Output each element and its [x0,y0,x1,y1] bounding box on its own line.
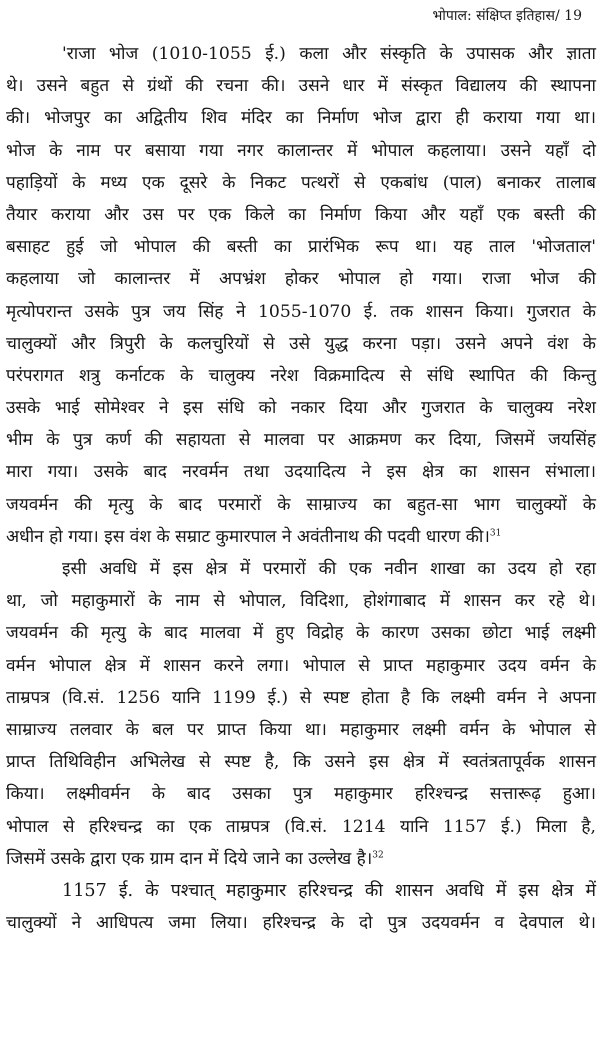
running-header: भोपाल: संक्षिप्त इतिहास/ 19 [432,8,582,24]
text-line: साम्राज्य तलवार के बल पर प्राप्त किया था। महाकुमार लक्ष्मी वर्मन के भोपाल से [6,719,596,740]
text-line: 'राजा भोज (1010-1055 ई.) कला और संस्कृति के उपासक और ज्ञाता [62,44,596,64]
text-line: बसाहट हुई जो भोपाल की बस्ती का प्रारंभिक रूप था। यह ताल 'भोजताल' [6,237,596,258]
text-line: किया। लक्ष्मीवर्मन के बाद उसका पुत्र महाकुमार हरिश्चन्द्र सत्तारूढ़ हुआ। [6,784,596,805]
text-line: चालुक्यों ने आधिपत्य जमा लिया। हरिश्चन्द्र के दो पुत्र उदयवर्मन व देवपाल थे। [6,913,596,934]
text-line: वर्मन भोपाल क्षेत्र में शासन करने लगा। भोपाल से प्राप्त महाकुमार उदय वर्मन के [6,655,596,676]
text-line-content: जिसमें उसके द्वारा एक ग्राम दान में दिये जाने का उल्लेख है। [6,848,373,869]
text-line: प्राप्त तिथिविहीन अभिलेख से स्पष्ट है, कि उसने इस क्षेत्र में स्वतंत्रतापूर्वक शासन [6,752,596,773]
text-line: कहलाया जो कालान्तर में अपभ्रंश होकर भोपाल हो गया। राजा भोज की [6,269,596,290]
text-line: भोज के नाम पर बसाया गया नगर कालान्तर में भोपाल कहलाया। उसने यहाँ दो [6,140,596,161]
paragraph-3 [0,875,600,939]
text-line-content: अधीन हो गया। इस वंश के सम्राट कुमारपाल ने अवंतीनाथ की पदवी धारण की। [6,526,490,547]
body-text [0,38,600,939]
footnote-ref: 32 [372,849,384,860]
text-line: पहाड़ियों के मध्य एक दूसरे के निकट पत्थरों से एकबांध (पाल) बनाकर तालाब [6,172,596,193]
text-line: की। भोजपुर का अद्वितीय शिव मंदिर का निर्माण भोज द्वारा ही कराया गया था। [6,108,596,129]
text-line: भीम के पुत्र कर्ण की सहायता से मालवा पर आक्रमण कर दिया, जिसमें जयसिंह [6,430,596,451]
text-line: था, जो महाकुमारों के नाम से भोपाल, विदिशा, होशंगाबाद में शासन कर रहे थे। [6,591,596,612]
text-line: 1157 ई. के पश्चात् महाकुमार हरिश्चन्द्र की शासन अवधि में इस क्षेत्र में [62,880,596,901]
text-line: परंपरागत शत्रु कर्नाटक के चालुक्य नरेश विक्रमादित्य से संधि स्थापित की किन्तु [6,365,596,386]
text-line-with-footnote [0,843,600,875]
text-line: इसी अवधि में इस क्षेत्र में परमारों की एक नवीन शाखा का उदय हो रहा [62,559,596,579]
text-line: जयवर्मन की मृत्यु के बाद मालवा में हुए विद्रोह के कारण उसका छोटा भाई लक्ष्मी [6,623,596,644]
text-line: उसके भाई सोमेश्वर ने इस संधि को नकार दिया और गुजरात के चालुक्य नरेश [6,398,596,419]
text-line: थे। उसने बहुत से ग्रंथों की रचना की। उसने धार में संस्कृत विद्यालय की स्थापना [6,76,596,97]
text-line: भोपाल से हरिश्चन्द्र का एक ताम्रपत्र (वि.सं. 1214 यानि 1157 ई.) मिला है, [6,816,596,837]
text-line: तैयार कराया और उस पर एक किले का निर्माण किया और यहाँ एक बस्ती की [6,204,596,225]
text-line: जयवर्मन की मृत्यु के बाद परमारों के साम्राज्य का बहुत-सा भाग चालुक्यों के [6,494,596,515]
paragraph-2 [0,553,600,875]
text-line: मृत्योपरान्त उसके पुत्र जय सिंह ने 1055-1070 ई. तक शासन किया। गुजरात के [6,301,596,322]
text-line: चालुक्यों और त्रिपुरी के कलचुरियों से उसे युद्ध करना पड़ा। उसने अपने वंश के [6,333,596,354]
text-line-with-footnote [0,521,600,553]
footnote-ref: 31 [489,528,502,539]
text-line: मारा गया। उसके बाद नरवर्मन तथा उदयादित्य ने इस क्षेत्र का शासन संभाला। [6,462,596,483]
text-line: ताम्रपत्र (वि.सं. 1256 यानि 1199 ई.) से स्पष्ट होता है कि लक्ष्मी वर्मन ने अपना [6,687,596,708]
paragraph-1 [0,38,600,553]
